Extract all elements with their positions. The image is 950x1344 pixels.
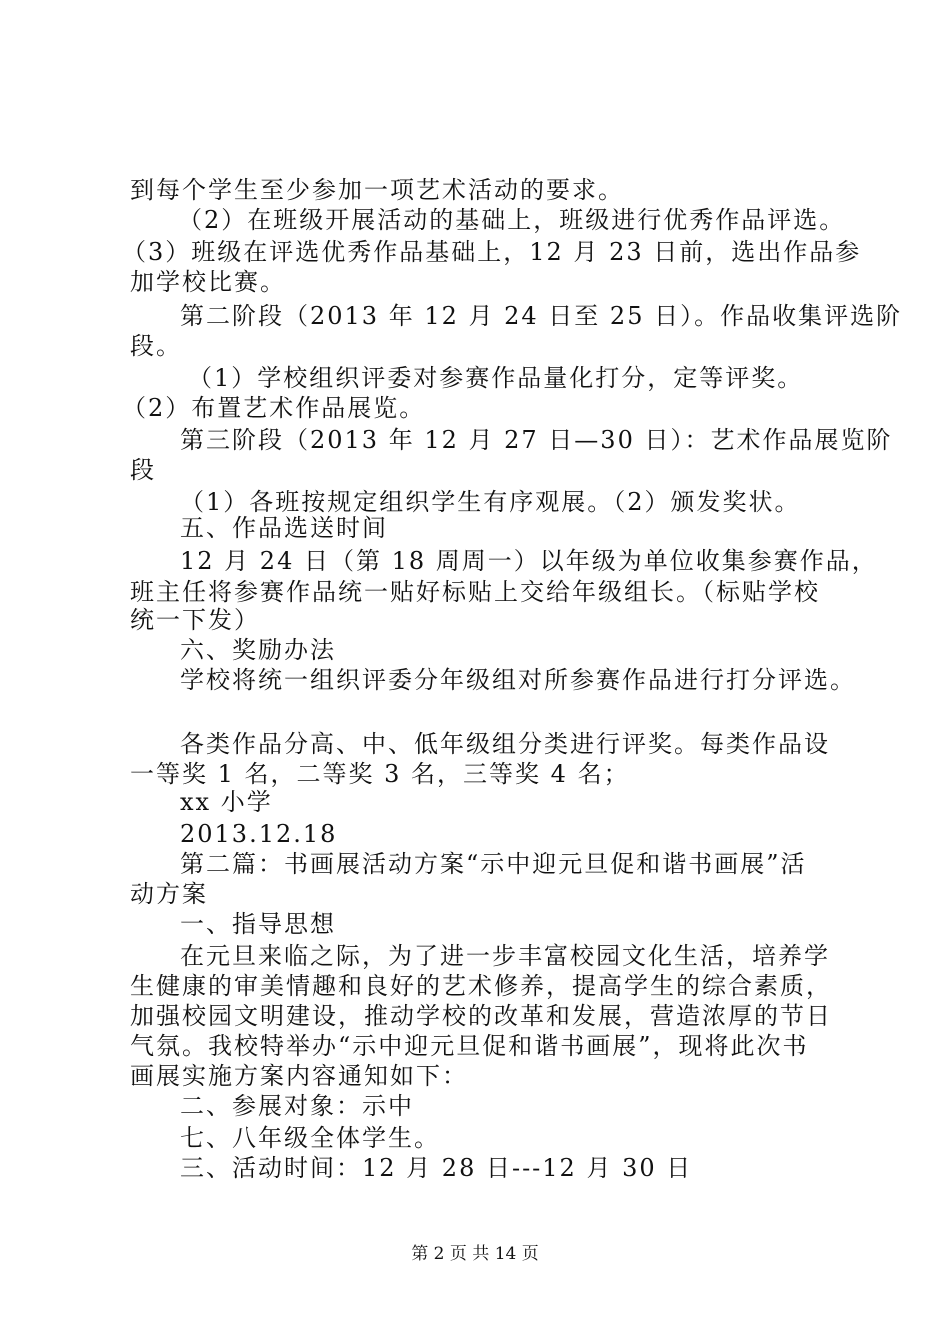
- text-line: 加强校园文明建设，推动学校的改革和发展，营造浓厚的节日: [130, 1002, 832, 1030]
- text-line: 第三阶段（2013 年 12 月 27 日—30 日）：艺术作品展览阶: [180, 426, 893, 454]
- text-line: 生健康的审美情趣和良好的艺术修养，提高学生的综合素质，: [130, 972, 832, 1000]
- text-line: 学校将统一组织评委分年级组对所参赛作品进行打分评选。: [180, 666, 856, 694]
- text-line: 画展实施方案内容通知如下：: [130, 1062, 468, 1090]
- text-line: 气氛。我校特举办“示中迎元旦促和谐书画展”，现将此次书: [130, 1032, 809, 1060]
- text-line: （1）各班按规定组织学生有序观展。（2）颁发奖状。: [180, 488, 801, 516]
- text-line: 七、八年级全体学生。: [180, 1124, 440, 1152]
- text-line: （2）布置艺术作品展览。: [122, 394, 426, 422]
- text-line: 一等奖 1 名，二等奖 3 名，三等奖 4 名；: [130, 760, 630, 788]
- text-line: 段: [130, 456, 156, 484]
- school-name: xx 小学: [180, 788, 273, 816]
- text-line: 各类作品分高、中、低年级组分类进行评奖。每类作品设: [180, 730, 830, 758]
- text-line: 第二阶段（2013 年 12 月 24 日至 25 日）。作品收集评选阶: [180, 302, 903, 330]
- section-heading: 二、参展对象：示中: [180, 1092, 414, 1120]
- text-line: 班主任将参赛作品统一贴好标贴上交给年级组长。（标贴学校: [130, 578, 820, 606]
- section-heading: 六、奖励办法: [180, 636, 336, 664]
- text-line: 统一下发）: [130, 606, 260, 634]
- text-line: 动方案: [130, 880, 208, 908]
- section-heading: 一、指导思想: [180, 910, 336, 938]
- text-line: （1）学校组织评委对参赛作品量化打分，定等评奖。: [188, 364, 804, 392]
- text-line: 12 月 24 日（第 18 周周一）以年级为单位收集参赛作品，: [180, 547, 878, 575]
- text-line: 段。: [130, 332, 182, 360]
- page-number-footer: 第 2 页 共 14 页: [411, 1244, 539, 1264]
- text-line: 加学校比赛。: [130, 268, 286, 296]
- text-line: （2）在班级开展活动的基础上，班级进行优秀作品评选。: [178, 206, 846, 234]
- section-heading: 三、活动时间：12 月 28 日---12 月 30 日: [180, 1154, 693, 1182]
- section-title: 第二篇：书画展活动方案“示中迎元旦促和谐书画展”活: [180, 850, 807, 878]
- text-line: 到每个学生至少参加一项艺术活动的要求。: [130, 176, 624, 204]
- text-line: 在元旦来临之际，为了进一步丰富校园文化生活，培养学: [180, 942, 830, 970]
- text-line: （3）班级在评选优秀作品基础上，12 月 23 日前，选出作品参: [122, 238, 862, 266]
- document-date: 2013.12.18: [180, 820, 338, 848]
- section-heading: 五、作品选送时间: [180, 514, 388, 542]
